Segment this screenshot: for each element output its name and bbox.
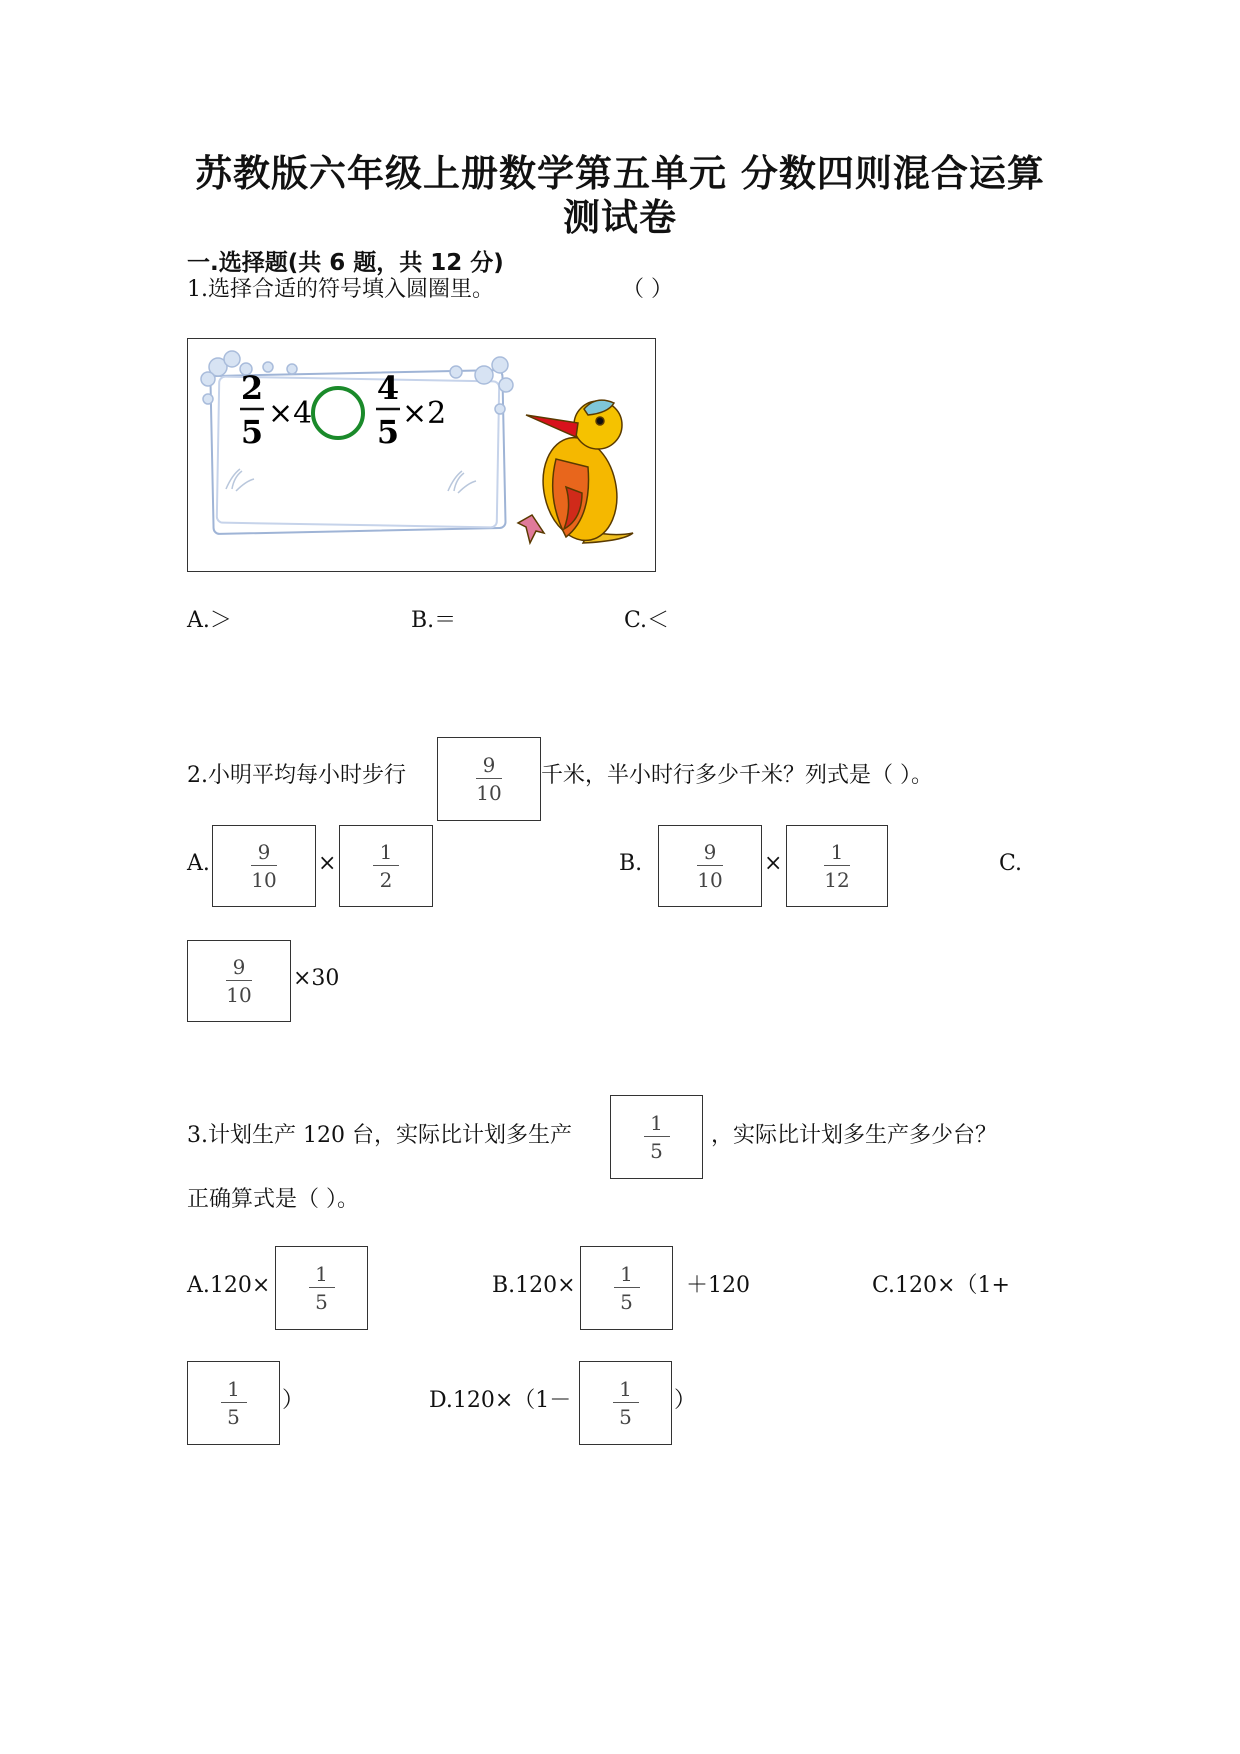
denominator: 10 [226,983,252,1007]
q1-option-a[interactable]: A.＞ [187,608,232,633]
q3-option-c-fraction [187,1361,280,1445]
q2-option-a-label[interactable]: A. [187,851,210,876]
page-title-line2: 测试卷 [563,196,677,239]
section-heading: 一.选择题(共 6 题，共 12 分) [187,250,504,276]
q3-stem-start: 3.计划生产 120 台，实际比计划多生产 [187,1123,572,1148]
right-denominator: 5 [376,413,400,451]
q2-option-b-label[interactable]: B. [619,851,643,876]
grass-decoration [226,469,476,493]
right-numerator: 4 [376,369,400,407]
denominator: 5 [620,1290,633,1314]
page-title: 苏教版六年级上册数学第五单元 分数四则混合运算 [195,152,1045,195]
q2-option-a-operator: × [318,851,337,876]
q1-stem: 1.选择合适的符号填入圆圈里。 [187,277,494,302]
q2-option-c-label[interactable]: C. [999,851,1023,876]
q3-option-c-label[interactable]: C.120×（1+ [872,1273,1010,1298]
q2-option-c-tail: ×30 [293,966,340,991]
q3-option-b-tail: ＋120 [686,1273,750,1298]
denominator: 5 [315,1290,328,1314]
denominator: 12 [824,868,850,892]
right-multiplier: ×2 [402,396,447,431]
numerator: 9 [482,753,496,777]
numerator: 1 [830,840,844,864]
comparison-circle[interactable] [313,388,363,438]
q2-stem-start: 2.小明平均每小时步行 [187,763,406,788]
numerator: 9 [703,840,717,864]
numerator: 9 [232,955,246,979]
q1-option-c[interactable]: C.＜ [624,608,670,633]
denominator: 5 [227,1405,240,1429]
q3-option-d-label[interactable]: D.120×（1－ [429,1388,572,1413]
q1-option-b[interactable]: B.＝ [411,608,457,633]
q2-option-b-operator: × [764,851,783,876]
q3-option-d-fraction [579,1361,672,1445]
q3-stem-end: ，实际比计划多生产多少台？ [711,1123,998,1148]
q3-stem-line2: 正确算式是（ ）。 [187,1187,359,1212]
q3-option-b-label[interactable]: B.120× [492,1273,576,1298]
numerator: 1 [379,840,393,864]
numerator: 1 [650,1111,663,1135]
denominator: 5 [650,1139,663,1163]
fraction [438,754,540,804]
denominator: 2 [379,868,393,892]
denominator: 10 [476,781,502,805]
left-numerator: 2 [240,369,264,407]
q2-option-b-fraction1 [658,825,762,907]
numerator: 1 [619,1377,632,1401]
q2-option-a-fraction1 [212,825,316,907]
q2-stem-end: 千米，半小时行多少千米？列式是（ ）。 [541,763,933,788]
q2-option-c-fraction [187,940,291,1022]
q2-option-b-fraction2 [786,825,888,907]
q2-stem-fraction-box [437,737,541,821]
q1-figure-art [188,339,654,570]
left-multiplier: ×4 [268,396,313,431]
q2-option-a-fraction2 [339,825,433,907]
numerator: 9 [257,840,271,864]
bird-illustration [518,400,633,547]
q3-option-b-fraction [580,1246,673,1330]
denominator: 10 [251,868,277,892]
q3-option-a-label[interactable]: A.120× [187,1273,271,1298]
q3-option-c-tail: ） [282,1388,305,1413]
denominator: 10 [697,868,723,892]
numerator: 1 [315,1262,328,1286]
left-denominator: 5 [240,413,264,451]
numerator: 1 [620,1262,633,1286]
q3-stem-fraction-box [610,1095,703,1179]
numerator: 1 [227,1377,240,1401]
q3-option-a-fraction [275,1246,368,1330]
denominator: 5 [619,1405,632,1429]
q1-answer-blank[interactable]: （ ） [622,277,673,302]
q3-option-d-tail: ） [674,1388,697,1413]
q1-figure [187,338,656,572]
